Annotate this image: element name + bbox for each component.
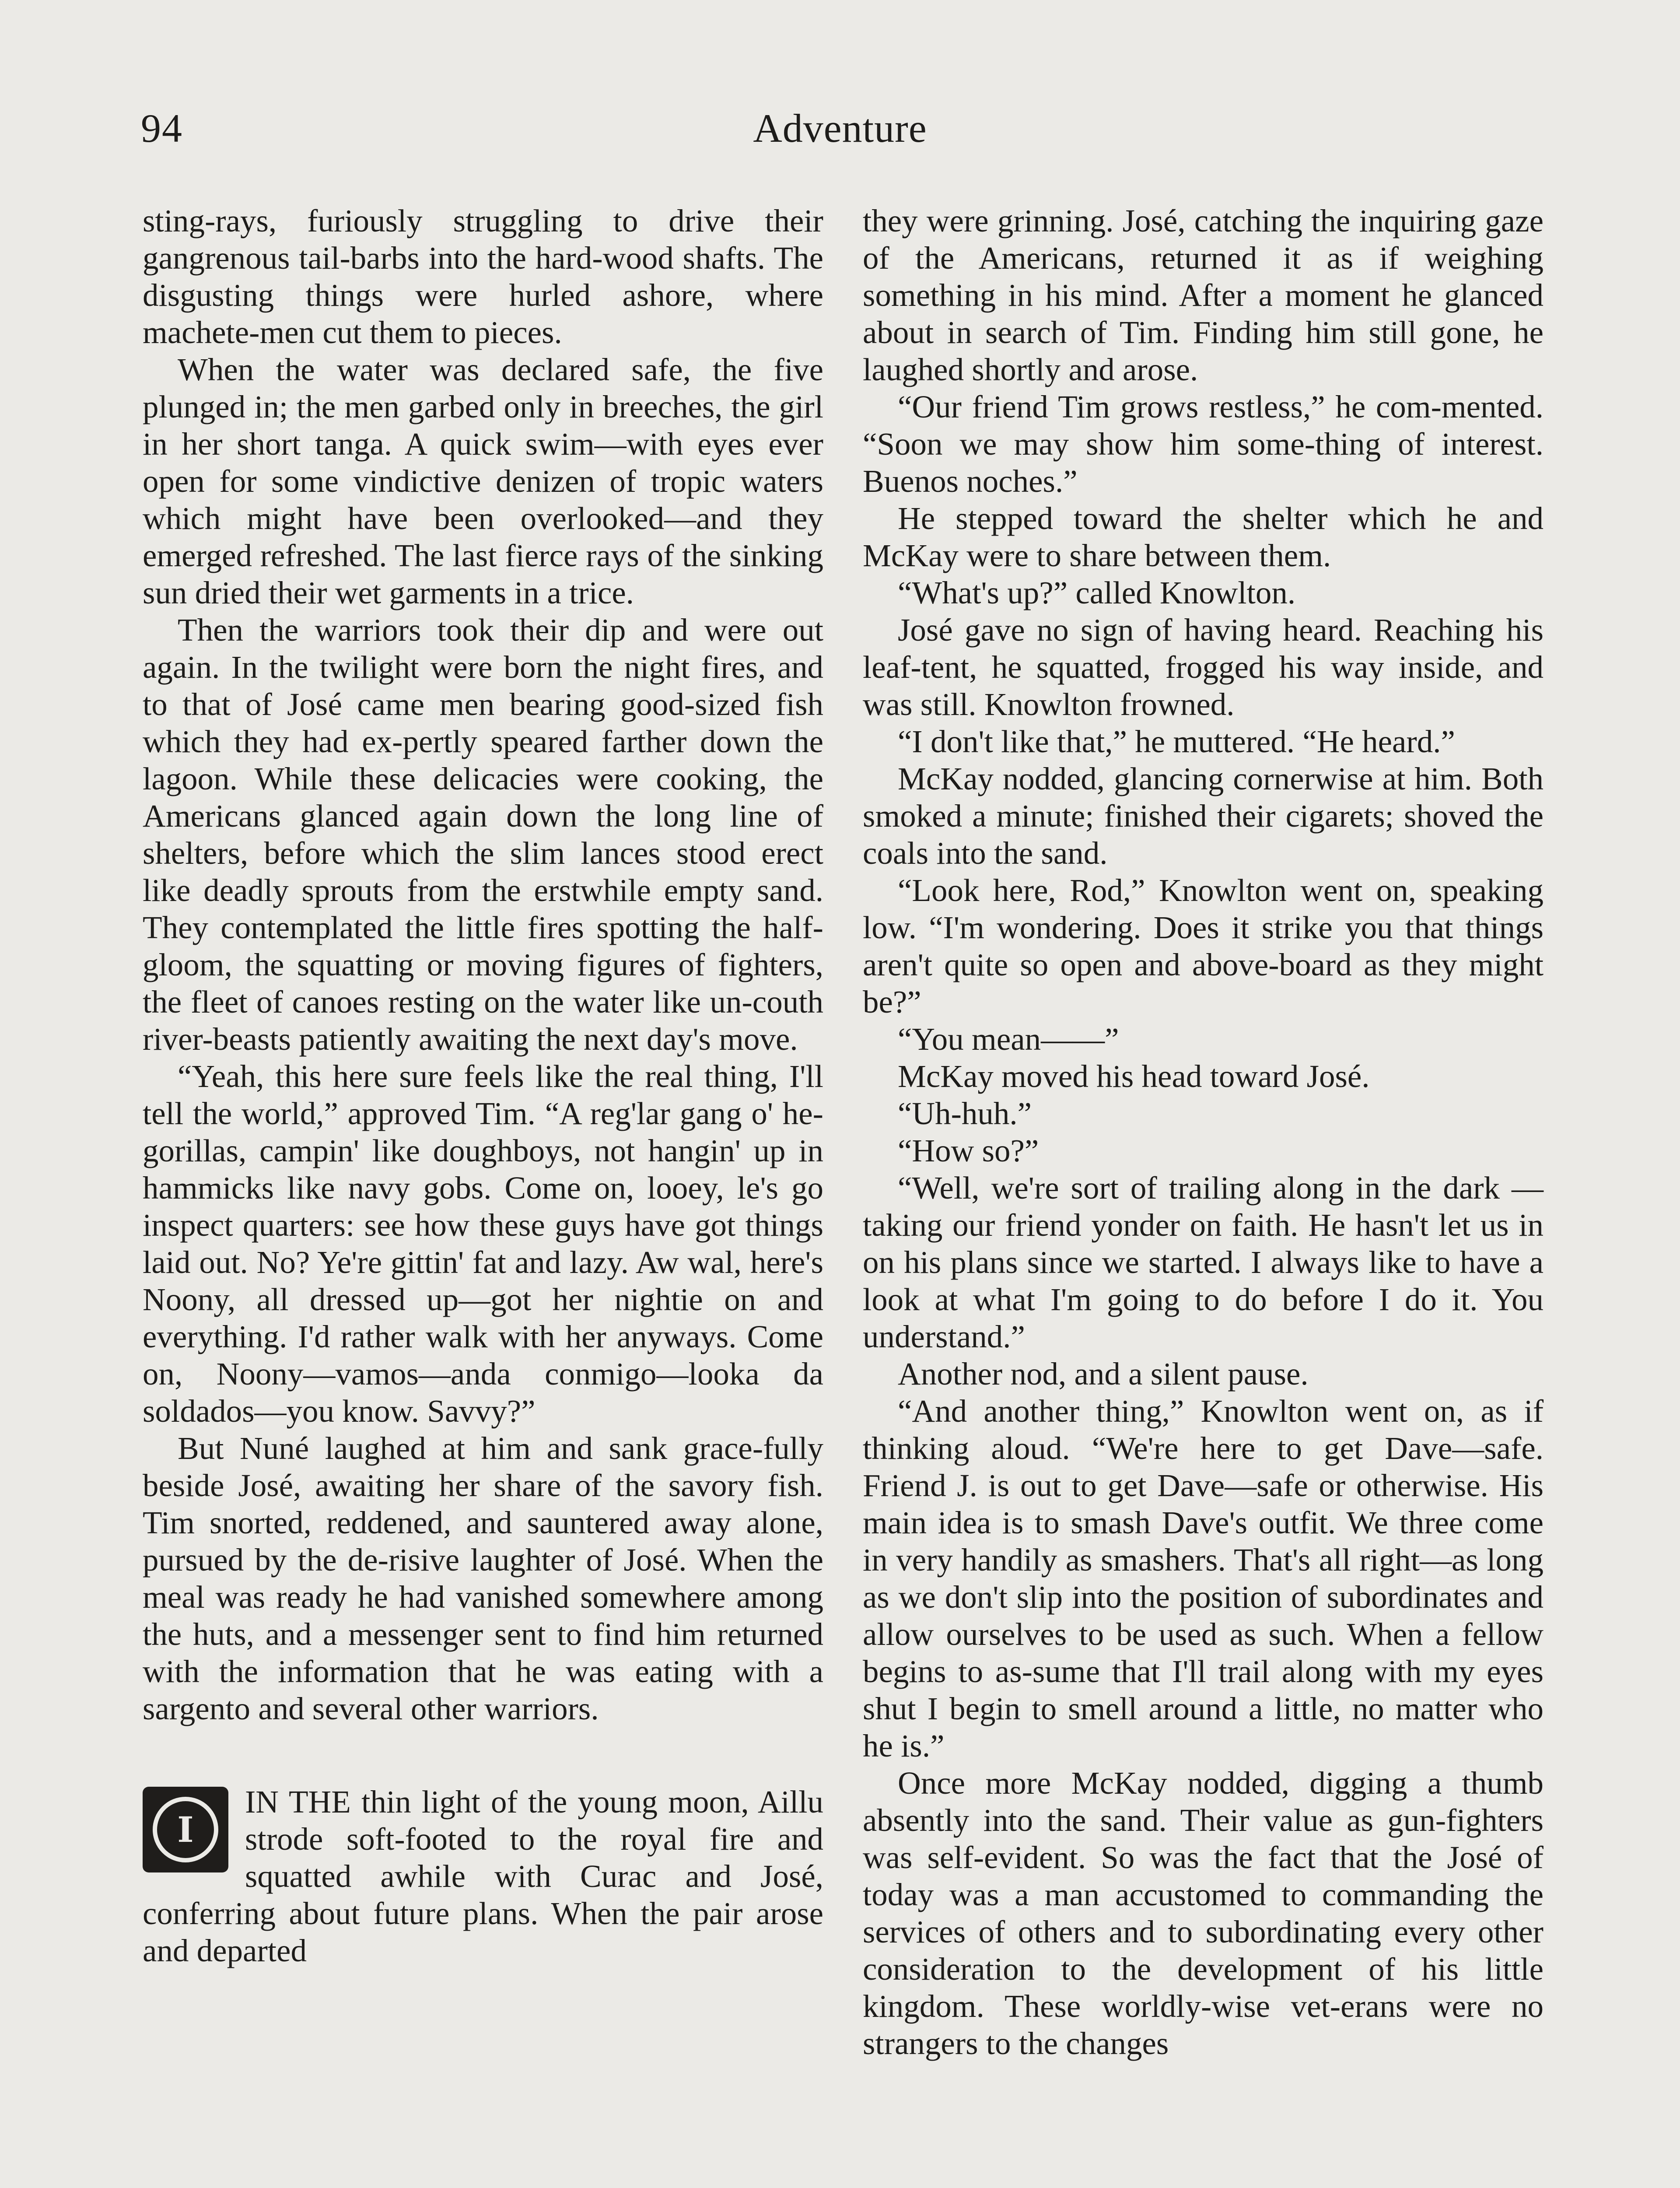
paragraph: “Uh-huh.” bbox=[898, 1096, 1032, 1131]
section-lead-in: IN THE bbox=[245, 1784, 351, 1820]
paragraph: McKay moved his head toward José. bbox=[898, 1059, 1370, 1094]
paragraph: “Our friend Tim grows restless,” he com-mented. “Soon we may show him some-thing of interest. Buenos noches.” bbox=[863, 389, 1544, 499]
paragraph: they were grinning. José, catching the inquiring gaze of the Americans, returned it as if weighing something in his mind. After a moment he glanced about in search of Tim. Finding him still gone, he laughed shortly and arose. bbox=[863, 203, 1544, 387]
paragraph: “Yeah, this here sure feels like the real thing, I'll tell the world,” approved Tim. “A reg'lar gang o' he-gorillas, campin' like doughboys, not hangin' up in hammicks like navy gobs. Come on, looey, le's go inspect quarters: see how these guys have got things laid out. No? Ye're gittin' fat and lazy. Aw wal, here's Noony, all dressed up—got her nightie on and everything. I'd rather walk with her anyways. Come on, Noony—vamos—anda conmigo—looka da soldados—you know. Savvy?” bbox=[143, 1059, 823, 1429]
paragraph: “Well, we're sort of trailing along in the dark — taking our friend yonder on faith. He hasn't let us in on his plans since we started. I always like to have a look at what I'm going to do before I do it. You understand.” bbox=[863, 1170, 1544, 1354]
ornamental-dropcap bbox=[143, 1787, 234, 1883]
paragraph: He stepped toward the shelter which he and McKay were to share between them. bbox=[863, 501, 1544, 573]
paragraph: José gave no sign of having heard. Reaching his leaf-tent, he squatted, frogged his way inside, and was still. Knowlton frowned. bbox=[863, 612, 1544, 722]
paragraph: “Look here, Rod,” Knowlton went on, speaking low. “I'm wondering. Does it strike you that things aren't quite so open and above-board as they might be?” bbox=[863, 873, 1544, 1020]
knot-ornament-icon bbox=[143, 1787, 228, 1872]
right-column bbox=[863, 202, 1544, 2062]
paragraph: “And another thing,” Knowlton went on, as if thinking aloud. “We're here to get Dave—safe. Friend J. is out to get Dave—safe or otherwise. His main idea is to smash Dave's outfit. We three come in very handily as smashers. That's all right—as long as we don't slip into the position of subordinates and allow ourselves to be used as such. When a fellow begins to as-sume that I'll trail along with my eyes shut I begin to smell around a little, no matter who he is.” bbox=[863, 1393, 1544, 1764]
paragraph: “What's up?” called Knowlton. bbox=[898, 575, 1296, 610]
paragraph: “You mean——” bbox=[898, 1021, 1119, 1057]
running-title: Adventure bbox=[753, 106, 927, 151]
paragraph: McKay nodded, glancing cornerwise at him. Both smoked a minute; finished their cigarets; shoved the coals into the sand. bbox=[863, 761, 1544, 871]
paragraph: But Nuné laughed at him and sank grace-fully beside José, awaiting her share of the savory fish. Tim snorted, reddened, and sauntered away alone, pursued by the de-risive laughter of José. When the meal was ready he had vanished somewhere among the huts, and a messenger sent to find him returned with the information that he was eating with a sargento and several other warriors. bbox=[143, 1431, 823, 1726]
paragraph: Once more McKay nodded, digging a thumb absently into the sand. Their value as gun-fighters was self-evident. So was the fact that the José of today was a man accustomed to commanding the services of others and to subordinating every other consideration to the development of his little kingdom. These worldly-wise vet-erans were no strangers to the changes bbox=[863, 1765, 1544, 2061]
paragraph: Then the warriors took their dip and were out again. In the twilight were born the night fires, and to that of José came men bearing good-sized fish which they had ex-pertly speared farther down the lagoon. While these delicacies were cooking, the Americans glanced again down the long line of shelters, before which the slim lances stood erect like deadly sprouts from the erstwhile empty sand. They contemplated the little fires spotting the half-gloom, the squatting or moving figures of fighters, the fleet of canoes resting on the water like un-couth river-beasts patiently awaiting the next day's move. bbox=[143, 612, 823, 1057]
paragraph: “I don't like that,” he muttered. “He heard.” bbox=[898, 724, 1455, 759]
paragraph: Another nod, and a silent pause. bbox=[898, 1356, 1309, 1392]
dropcap-letter: I bbox=[153, 1797, 218, 1862]
left-column bbox=[143, 202, 823, 1969]
section-text: thin light of the young moon, Aillu strode soft-footed to the royal fire and squatted awhile with Curac and José, conferring about future plans. When the pair arose and departed bbox=[143, 1784, 824, 1968]
section-opening-paragraph bbox=[143, 1783, 823, 1969]
paragraph: sting-rays, furiously struggling to drive their gangrenous tail-barbs into the hard-wood shafts. The disgusting things were hurled ashore, where machete-men cut them to pieces. bbox=[143, 203, 823, 350]
page-number: 94 bbox=[141, 106, 183, 151]
paragraph: When the water was declared safe, the five plunged in; the men garbed only in breeches, the girl in her short tanga. A quick swim—with eyes ever open for some vindictive denizen of tropic waters which might have been overlooked—and they emerged refreshed. The last fierce rays of the sinking sun dried their wet garments in a trice. bbox=[143, 352, 823, 610]
paragraph: “How so?” bbox=[898, 1133, 1039, 1168]
